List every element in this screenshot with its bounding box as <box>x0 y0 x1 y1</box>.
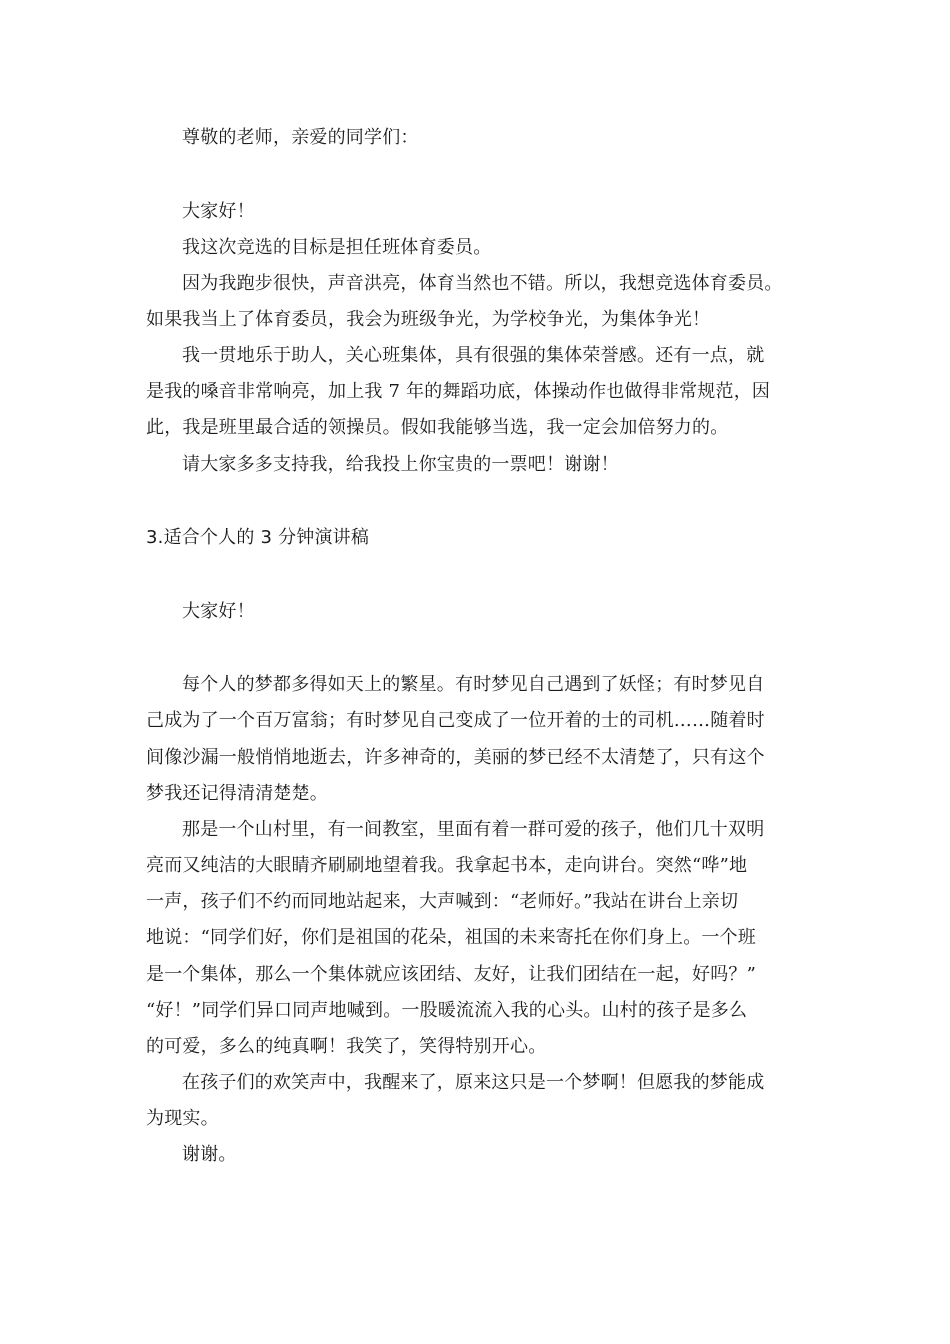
paragraph-line: 己成为了一个百万富翁；有时梦见自己变成了一位开着的士的司机……随着时 <box>146 710 765 731</box>
letter-hello: 大家好！ <box>182 201 255 222</box>
paragraph-line: 亮而又纯洁的大眼睛齐刷刷地望着我。我拿起书本，走向讲台。突然“哗”地 <box>146 855 748 876</box>
paragraph-line: 每个人的梦都多得如天上的繁星。有时梦见自己遇到了妖怪；有时梦见自 <box>182 674 765 695</box>
paragraph-line: 此，我是班里最合适的领操员。假如我能够当选，我一定会加倍努力的。 <box>146 417 729 438</box>
paragraph-line: 间像沙漏一般悄悄地逝去，许多神奇的，美丽的梦已经不太清楚了，只有这个 <box>146 747 765 768</box>
paragraph-line: 请大家多多支持我，给我投上你宝贵的一票吧！谢谢！ <box>182 454 619 475</box>
paragraph-line: 梦我还记得清清楚楚。 <box>146 783 328 804</box>
paragraph-line: 为现实。 <box>146 1108 219 1129</box>
paragraph-line: “好！”同学们异口同声地喊到。一股暖流流入我的心头。山村的孩子是多么 <box>146 1000 748 1021</box>
paragraph-line: 那是一个山村里，有一间教室，里面有着一群可爱的孩子，他们几十双明 <box>182 819 765 840</box>
paragraph-line: 一声，孩子们不约而同地站起来，大声喊到：“老师好。”我站在讲台上亲切 <box>146 891 739 912</box>
paragraph-line: 因为我跑步很快，声音洪亮，体育当然也不错。所以，我想竞选体育委员。 <box>182 273 783 294</box>
paragraph-line: 如果我当上了体育委员，我会为班级争光，为学校争光，为集体争光！ <box>146 309 711 330</box>
paragraph-line: 我一贯地乐于助人，关心班集体，具有很强的集体荣誉感。还有一点，就 <box>182 345 765 366</box>
section-heading: 3.适合个人的 3 分钟演讲稿 <box>146 527 370 548</box>
paragraph-line: 我这次竞选的目标是担任班体育委员。 <box>182 237 492 258</box>
paragraph-line: 地说：“同学们好，你们是祖国的花朵，祖国的未来寄托在你们身上。一个班 <box>146 927 756 948</box>
paragraph-line: 是一个集体，那么一个集体就应该团结、友好，让我们团结在一起，好吗？” <box>146 964 756 985</box>
closing-thanks: 谢谢。 <box>182 1144 237 1165</box>
letter-greeting: 尊敬的老师，亲爱的同学们： <box>182 127 419 148</box>
paragraph-line: 在孩子们的欢笑声中，我醒来了，原来这只是一个梦啊！但愿我的梦能成 <box>182 1072 765 1093</box>
paragraph-line: 是我的嗓音非常响亮，加上我 7 年的舞蹈功底，体操动作也做得非常规范，因 <box>146 381 771 402</box>
paragraph-line: 的可爱，多么的纯真啊！我笑了，笑得特别开心。 <box>146 1036 547 1057</box>
section-hello: 大家好！ <box>182 601 255 622</box>
